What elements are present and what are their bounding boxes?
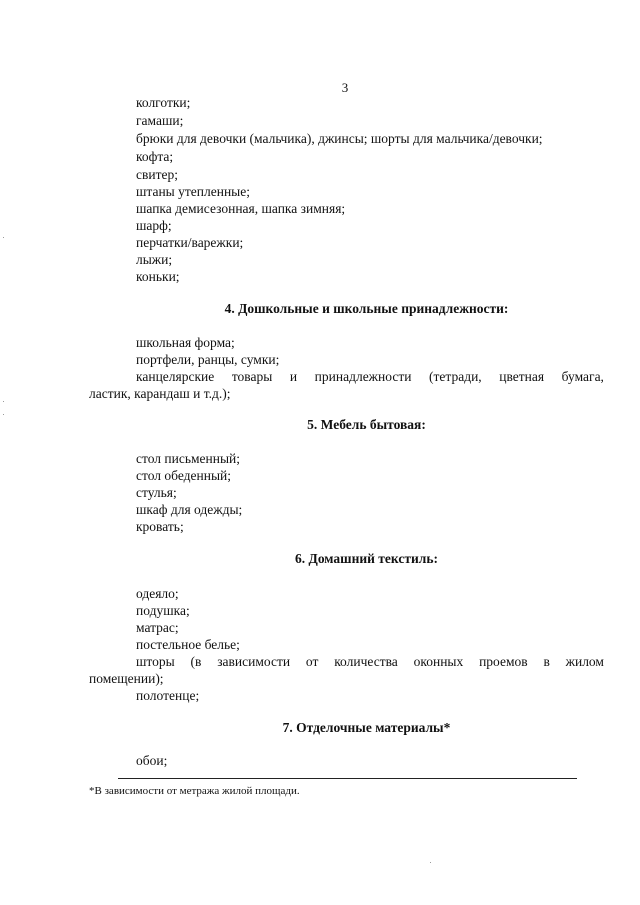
list-item: стулья; (136, 485, 177, 500)
list-item: колготки; (136, 95, 191, 110)
list-item: стол письменный; (136, 451, 241, 466)
list-item: лыжи; (136, 252, 173, 267)
footnote-divider (118, 778, 577, 779)
list-item-justified (136, 368, 604, 385)
scan-speck (3, 414, 4, 415)
list-item: портфели, ранцы, сумки; (136, 352, 280, 367)
list-item: брюки для девочки (мальчика), джинсы; шорты для мальчика/девочки; (136, 131, 543, 146)
list-item: гамаши; (136, 113, 184, 128)
section-heading-7: 7. Отделочные материалы* (282, 720, 451, 735)
word: цветная (499, 369, 545, 384)
section-heading-6: 6. Домашний текстиль: (295, 551, 438, 566)
list-item: матрас; (136, 620, 179, 635)
list-item: полотенце; (136, 688, 200, 703)
list-item: перчатки/варежки; (136, 235, 244, 250)
list-item: штаны утепленные; (136, 184, 250, 199)
word: в (543, 654, 550, 669)
list-item-justified (136, 653, 604, 670)
word: оконных (413, 654, 464, 669)
section-heading-5: 5. Мебель бытовая: (307, 417, 426, 432)
scan-speck (3, 237, 4, 238)
list-item: кофта; (136, 149, 174, 164)
list-item: одеяло; (136, 586, 179, 601)
list-item: свитер; (136, 167, 178, 182)
scan-speck (3, 401, 4, 402)
list-item-continuation: ластик, карандаш и т.д.); (89, 386, 231, 401)
word: принадлежности (314, 369, 412, 384)
footnote: *В зависимости от метража жилой площади. (89, 785, 300, 797)
list-item: шарф; (136, 218, 172, 233)
list-item: шапка демисезонная, шапка зимняя; (136, 201, 346, 216)
word: проемов (479, 654, 528, 669)
word: и (289, 369, 298, 384)
list-item: подушка; (136, 603, 190, 618)
list-item: шкаф для одежды; (136, 502, 243, 517)
page-number: 3 (341, 80, 349, 95)
word: количества (334, 654, 398, 669)
word: зависимости (217, 654, 291, 669)
list-item: кровать; (136, 519, 184, 534)
word: шторы (136, 654, 175, 669)
word: от (305, 654, 319, 669)
word: товары (231, 369, 273, 384)
list-item-continuation: помещении); (89, 671, 164, 686)
scan-speck (430, 862, 431, 863)
section-heading-4: 4. Дошкольные и школьные принадлежности: (224, 301, 509, 316)
word: жилом (565, 654, 604, 669)
list-item: постельное белье; (136, 637, 240, 652)
list-item: коньки; (136, 269, 180, 284)
list-item: обои; (136, 753, 168, 768)
word: (в (190, 654, 202, 669)
word: (тетради, (429, 369, 482, 384)
word: канцелярские (136, 369, 215, 384)
list-item: стол обеденный; (136, 468, 232, 483)
word: бумага, (561, 369, 604, 384)
list-item: школьная форма; (136, 335, 235, 350)
